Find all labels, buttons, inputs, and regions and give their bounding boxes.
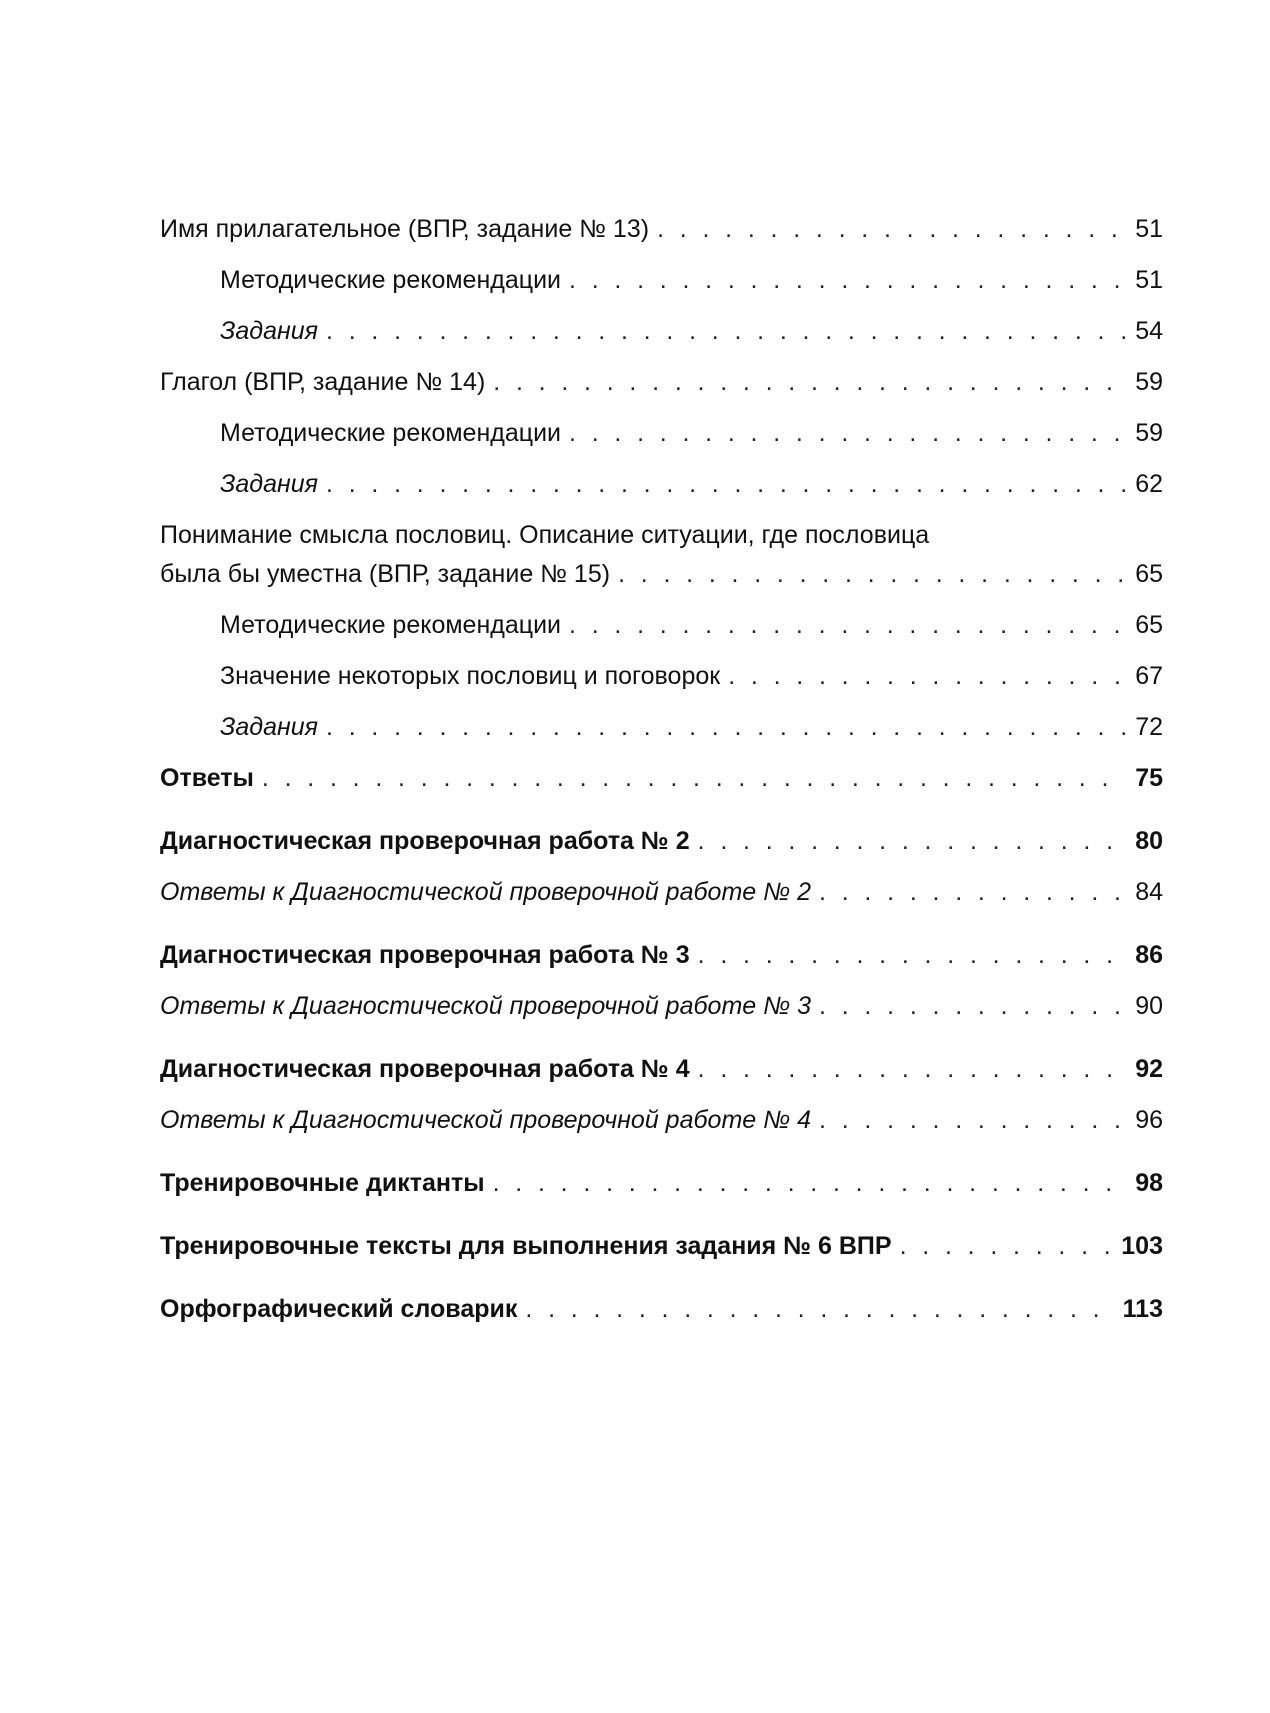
toc-entry-page: 92 xyxy=(1135,1055,1163,1083)
toc-entry-label: Ответы к Диагностической проверочной работе № 4 xyxy=(160,1106,812,1134)
toc-entry-answers xyxy=(160,759,1163,798)
dot-leader xyxy=(326,708,1125,747)
toc-entry-page: 51 xyxy=(1135,215,1163,243)
toc-entry-label: Задания xyxy=(220,470,318,498)
toc-entry-page: 103 xyxy=(1121,1232,1163,1260)
dot-leader xyxy=(819,987,1125,1026)
toc-entry-verb xyxy=(160,363,1163,402)
toc-entry-diagnostic-3-answers xyxy=(160,987,1163,1026)
dot-leader xyxy=(525,1290,1116,1329)
toc-entry-adjective-method xyxy=(160,261,1163,300)
table-of-contents xyxy=(160,210,1163,1329)
toc-entry-verb-tasks xyxy=(160,465,1163,504)
toc-entry-page: 96 xyxy=(1135,1106,1163,1134)
dot-leader xyxy=(819,873,1125,912)
toc-entry-page: 98 xyxy=(1135,1169,1163,1197)
dot-leader xyxy=(698,822,1125,861)
toc-entry-page: 75 xyxy=(1135,764,1163,792)
toc-entry-page: 90 xyxy=(1135,992,1163,1020)
toc-entry-proverbs-tasks xyxy=(160,708,1163,747)
toc-entry-adjective-tasks xyxy=(160,312,1163,351)
toc-entry-page: 72 xyxy=(1135,713,1163,741)
toc-entry-label-line2: была бы уместна (ВПР, задание № 15) xyxy=(160,560,611,588)
dot-leader xyxy=(900,1227,1116,1266)
toc-entry-verb-method xyxy=(160,414,1163,453)
toc-entry-diagnostic-2-answers xyxy=(160,873,1163,912)
toc-entry-label: Ответы xyxy=(160,764,254,792)
dot-leader xyxy=(326,465,1125,504)
toc-entry-page: 113 xyxy=(1122,1295,1163,1323)
toc-entry-label: Ответы к Диагностической проверочной работе № 3 xyxy=(160,992,812,1020)
dot-leader xyxy=(569,606,1125,645)
toc-entry-proverbs-meaning xyxy=(160,657,1163,696)
dot-leader xyxy=(493,1164,1125,1203)
toc-entry-label: Задания xyxy=(220,317,318,345)
toc-entry-diagnostic-2 xyxy=(160,822,1163,861)
toc-entry-label: Диагностическая проверочная работа № 3 xyxy=(160,941,690,969)
toc-entry-label-line1: Понимание смысла пословиц. Описание ситуации, где пословица xyxy=(160,521,930,549)
toc-entry-label: Диагностическая проверочная работа № 4 xyxy=(160,1055,690,1083)
dot-leader xyxy=(262,759,1125,798)
toc-entry-diagnostic-4 xyxy=(160,1050,1163,1089)
toc-entry-page: 67 xyxy=(1135,662,1163,690)
dot-leader xyxy=(819,1101,1125,1140)
toc-entry-diagnostic-4-answers xyxy=(160,1101,1163,1140)
dot-leader xyxy=(618,555,1125,594)
toc-entry-adjective xyxy=(160,210,1163,249)
toc-entry-proverbs-method xyxy=(160,606,1163,645)
toc-entry-label: Значение некоторых пословиц и поговорок xyxy=(220,662,721,690)
dot-leader xyxy=(698,936,1125,975)
toc-entry-page: 62 xyxy=(1135,470,1163,498)
toc-entry-spelling-dictionary xyxy=(160,1290,1163,1329)
toc-entry-training-texts xyxy=(160,1227,1163,1266)
toc-entry-label: Методические рекомендации xyxy=(220,419,562,447)
toc-entry-page: 59 xyxy=(1135,368,1163,396)
toc-entry-label: Задания xyxy=(220,713,318,741)
toc-entry-label: Ответы к Диагностической проверочной работе № 2 xyxy=(160,878,812,906)
toc-entry-label: Методические рекомендации xyxy=(220,611,562,639)
toc-entry-label: Орфографический словарик xyxy=(160,1295,518,1323)
toc-entry-page: 54 xyxy=(1135,317,1163,345)
toc-entry-label: Методические рекомендации xyxy=(220,266,562,294)
toc-entry-page: 84 xyxy=(1135,878,1163,906)
dot-leader xyxy=(569,414,1125,453)
toc-entry-label: Тренировочные тексты для выполнения задания № 6 ВПР xyxy=(160,1232,892,1260)
dot-leader xyxy=(728,657,1125,696)
toc-entry-label: Диагностическая проверочная работа № 2 xyxy=(160,827,690,855)
toc-entry-page: 59 xyxy=(1135,419,1163,447)
toc-entry-dictations xyxy=(160,1164,1163,1203)
toc-entry-page: 65 xyxy=(1135,560,1163,588)
toc-entry-label: Тренировочные диктанты xyxy=(160,1169,485,1197)
toc-entry-label: Имя прилагательное (ВПР, задание № 13) xyxy=(160,215,650,243)
dot-leader xyxy=(493,363,1125,402)
dot-leader xyxy=(569,261,1125,300)
toc-entry-page: 51 xyxy=(1135,266,1163,294)
dot-leader xyxy=(326,312,1125,351)
dot-leader xyxy=(698,1050,1125,1089)
toc-entry-diagnostic-3 xyxy=(160,936,1163,975)
dot-leader xyxy=(657,210,1125,249)
toc-entry-page: 65 xyxy=(1135,611,1163,639)
toc-entry-label: Глагол (ВПР, задание № 14) xyxy=(160,368,486,396)
toc-entry-proverbs xyxy=(160,516,1163,594)
toc-entry-page: 80 xyxy=(1135,827,1163,855)
toc-entry-page: 86 xyxy=(1135,941,1163,969)
